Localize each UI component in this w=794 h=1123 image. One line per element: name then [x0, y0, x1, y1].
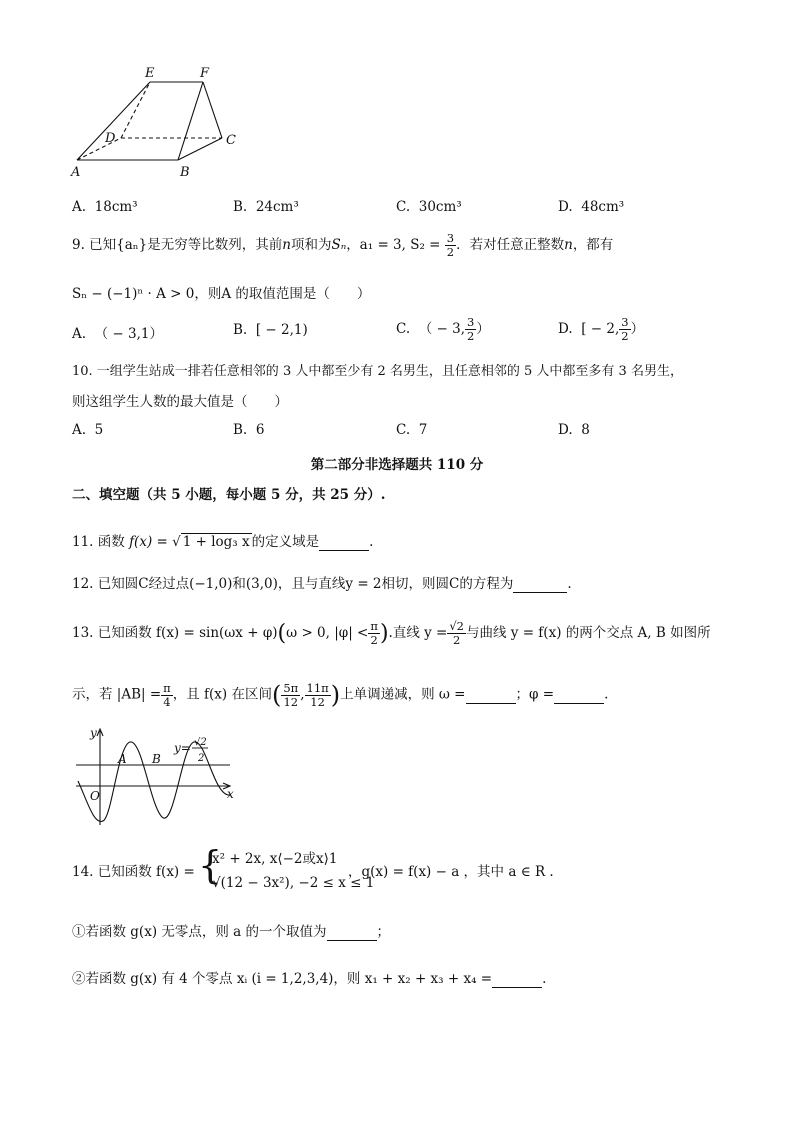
q10-option-b[interactable]: B. 6 — [233, 422, 265, 438]
q9-option-c[interactable]: C. （ − 3, $\frac{3}{2}$ ） — [396, 315, 490, 343]
q9-option-b[interactable]: B. [ − 2,1) — [233, 322, 308, 338]
q13-line2: 示，若 |AB| = $\frac{\pi}{4}$ ，且 f(x) 在区间( $\frac{5\pi}{12}$ , $\frac{11\pi}{12}$ )上单调递减，则 ω = ；φ = . — [72, 680, 609, 709]
graph-line-label: y= — [174, 741, 191, 755]
graph-line-frac-den: 2 — [198, 753, 205, 764]
part2-title: 第二部分非选择题共 110 分 — [310, 457, 484, 473]
vertex-label-a: A — [71, 165, 81, 180]
q9-stem-line1: 9. 已知{aₙ}是无穷等比数列，其前n项和为Sₙ，a₁ = 3, S₂ = $\frac{3}{2}$ ．若对任意正整数n，都有 — [72, 231, 614, 259]
polyhedron-figure — [60, 60, 260, 185]
q14-part1-blank[interactable] — [327, 924, 377, 941]
q13-line1: 13. 已知函数 f(x) = sin(ωx + φ)(ω > 0, |φ| < $\frac{\pi}{2}$ ).直线 y = $\frac{√2}{2}$ 与曲线 y = f(x) 的两个交点 A, B 如图所 — [72, 619, 711, 647]
q14-part2-blank[interactable] — [492, 971, 542, 988]
q8-option-b[interactable]: B. 24cm³ — [233, 199, 299, 215]
q11: 11. 函数 f(x) = √ 1 + log₃ x 的定义域是 . — [72, 534, 374, 550]
q9-option-d[interactable]: D. [ − 2, $\frac{3}{2}$ ） — [558, 315, 645, 343]
piecewise-brace: { — [198, 843, 223, 887]
graph-point-a: A — [118, 752, 127, 766]
q8-option-d[interactable]: D. 48cm³ — [558, 199, 625, 215]
q9-option-a[interactable]: A. （ − 3,1） — [72, 326, 164, 342]
q13-omega-blank[interactable] — [466, 687, 516, 704]
q14-part2: ②若函数 g(x) 有 4 个零点 xᵢ (i = 1,2,3,4)，则 x₁ + x₂ + x₃ + x₄ = . — [72, 971, 547, 987]
q9-stem-line2: Sₙ − (−1)ⁿ · A > 0，则A 的取值范围是（ ） — [72, 286, 371, 302]
q10-option-c[interactable]: C. 7 — [396, 422, 428, 438]
q13-phi-blank[interactable] — [554, 687, 604, 704]
graph-point-b: B — [152, 752, 161, 766]
vertex-label-c: C — [226, 133, 236, 148]
section-heading: 二、填空题（共 5 小题，每小题 5 分，共 25 分）. — [72, 487, 386, 503]
q8-option-c[interactable]: C. 30cm³ — [396, 199, 462, 215]
graph-y-label: y — [90, 726, 97, 740]
q8-option-a[interactable]: A. 18cm³ — [72, 199, 138, 215]
q10-option-d[interactable]: D. 8 — [558, 422, 590, 438]
q10-option-a[interactable]: A. 5 — [72, 422, 104, 438]
q10-stem-line2: 则这组学生人数的最大值是（ ） — [72, 394, 288, 410]
q11-radicand: 1 + log₃ x — [182, 534, 250, 550]
q12: 12. 已知圆C经过点(−1,0)和(3,0)，且与直线y = 2相切，则圆C的方程为 . — [72, 576, 572, 592]
q14-case1: x² + 2x, x⟨−2或x⟩1 — [212, 851, 338, 867]
vertex-label-d: D — [105, 131, 116, 146]
q14-case2: √(12 − 3x²), −2 ≤ x ≤ 1 — [212, 875, 375, 891]
q14-prefix: 14. 已知函数 f(x) = — [72, 864, 195, 880]
vertex-label-b: B — [180, 165, 190, 180]
sine-graph — [70, 725, 240, 830]
q11-answer-blank[interactable] — [319, 534, 369, 551]
graph-origin-label: O — [90, 789, 100, 803]
q14-suffix: ，g(x) = f(x) − a ，其中 a ∈ R . — [348, 864, 554, 880]
vertex-label-e: E — [145, 66, 155, 81]
q10-stem-line1: 10. 一组学生站成一排若任意相邻的 3 人中都至少有 2 名男生，且任意相邻的 5 人中都至多有 3 名男生， — [72, 364, 683, 379]
q12-answer-blank[interactable] — [513, 576, 567, 593]
q14-part1: ①若函数 g(x) 无零点，则 a 的一个取值为 ； — [72, 924, 391, 940]
graph-line-frac-num: √2 — [194, 737, 207, 748]
graph-x-label: x — [227, 787, 234, 801]
vertex-label-f: F — [200, 66, 210, 81]
